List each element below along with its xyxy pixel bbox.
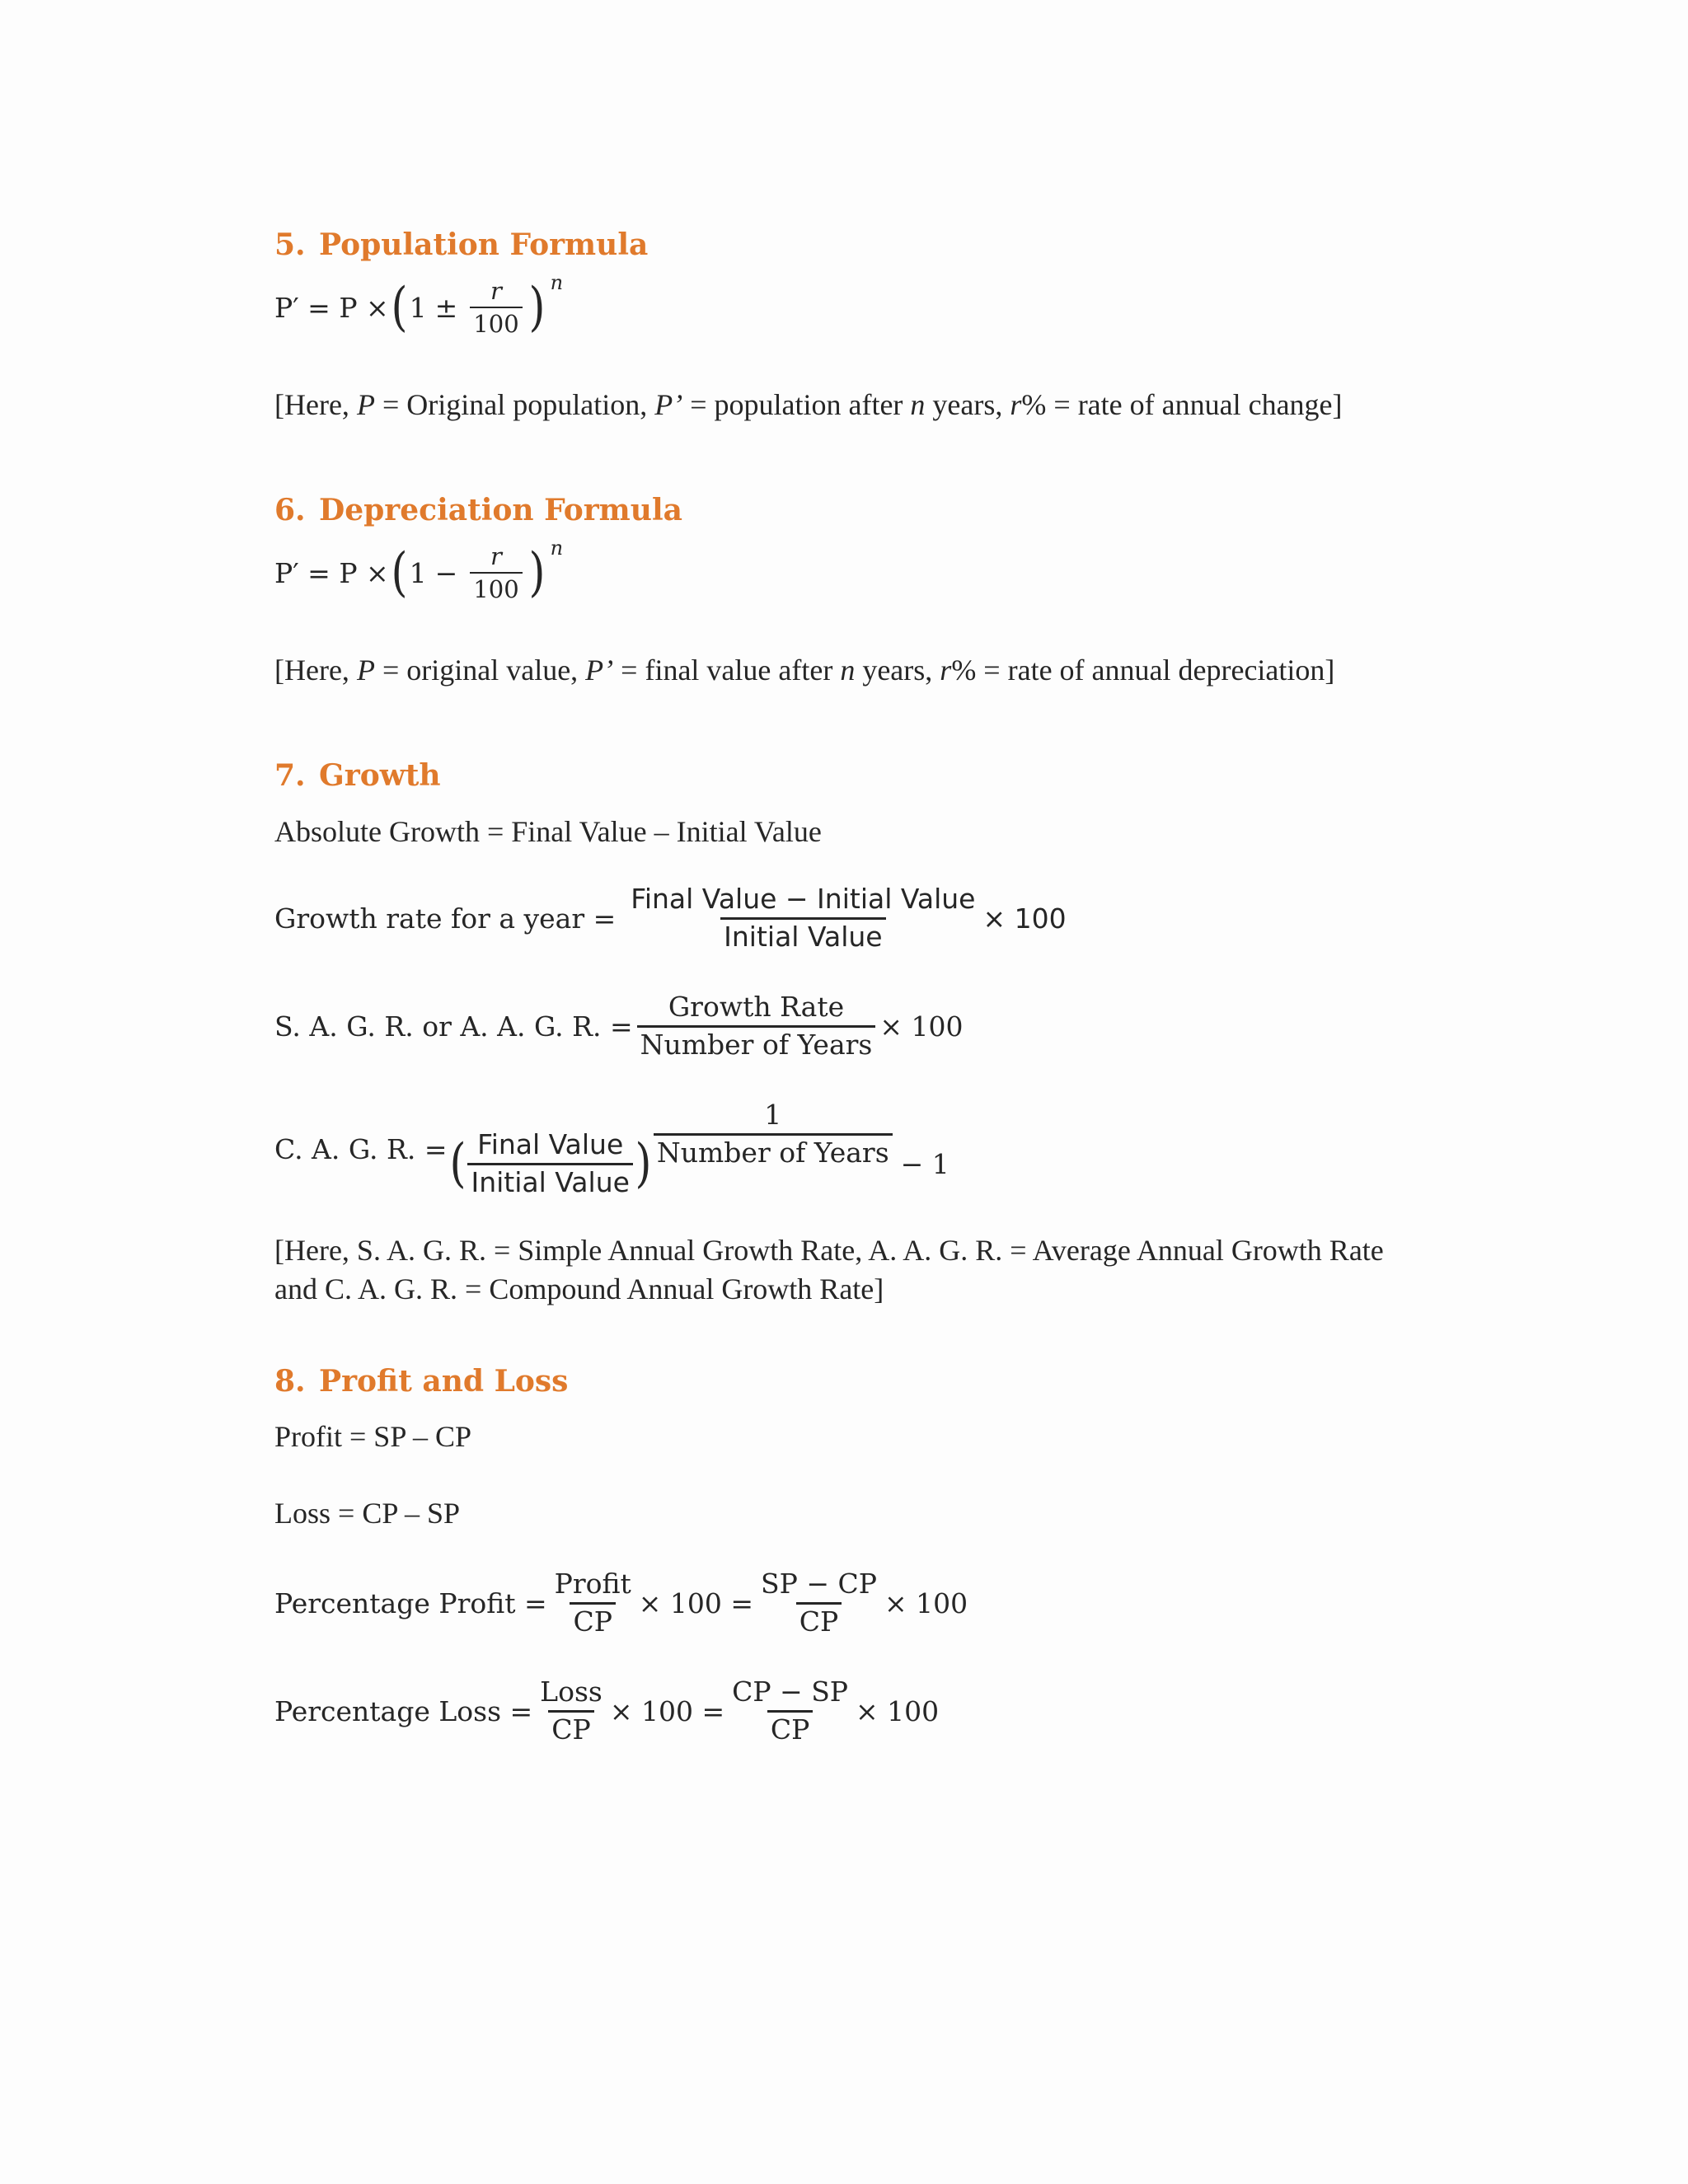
formula-tail: × 100 <box>982 902 1067 935</box>
note-var: P <box>356 388 375 421</box>
fraction-numerator: Loss <box>540 1675 603 1708</box>
note-text: % = rate of annual depreciation] <box>951 654 1335 687</box>
formula-lhs: Growth rate for a year = <box>274 902 617 935</box>
note-var: P’ <box>654 388 683 421</box>
note-text: years, <box>925 388 1010 421</box>
fraction-numerator: Growth Rate <box>668 991 845 1023</box>
fraction-numerator: Profit <box>554 1568 631 1600</box>
formula-tail: − 1 <box>900 1147 950 1180</box>
fraction-numerator: Final Value − Initial Value <box>631 883 976 915</box>
close-paren: ) <box>528 277 546 339</box>
note-text: [Here, <box>274 654 357 687</box>
note-var: n <box>910 388 926 421</box>
fraction <box>729 1675 851 1746</box>
note-var: n <box>840 654 856 687</box>
open-paren: ( <box>391 277 408 339</box>
loss-definition: Loss = CP – SP <box>274 1497 461 1530</box>
fraction-denominator: CP <box>570 1602 615 1637</box>
formula-tail: × 100 <box>879 1010 964 1043</box>
fraction-numerator: r <box>490 277 502 305</box>
fraction-denominator: Number of Years <box>637 1025 876 1060</box>
note-text: years, <box>855 654 940 687</box>
exponent: n <box>550 271 564 295</box>
formula-lhs: S. A. G. R. or A. A. G. R. = <box>274 1010 633 1043</box>
fraction <box>470 279 522 337</box>
absolute-growth-text: Absolute Growth = Final Value – Initial Value <box>274 815 822 848</box>
fraction-numerator: CP − SP <box>732 1675 849 1708</box>
section-title: Depreciation Formula <box>319 493 682 527</box>
profit-definition: Profit = SP – CP <box>274 1420 472 1453</box>
section-number: 5. <box>274 227 306 262</box>
fraction-denominator: CP <box>767 1710 813 1745</box>
note-text: % = rate of annual change] <box>1021 388 1343 421</box>
fraction-denominator: 100 <box>470 307 522 336</box>
formula-op: ± <box>434 291 458 324</box>
note-text: = final value after <box>613 654 841 687</box>
section-number: 6. <box>274 493 306 527</box>
fraction <box>637 993 876 1059</box>
fraction-numerator: SP − CP <box>761 1568 877 1600</box>
exponent-numerator: 1 <box>764 1099 782 1131</box>
formula-mid: × 100 = <box>609 1694 725 1727</box>
fraction-numerator: r <box>490 542 502 570</box>
note-var: r <box>940 654 952 687</box>
growth-rate-formula <box>274 885 1067 951</box>
open-paren: ( <box>391 542 408 604</box>
fraction-numerator: Final Value <box>477 1128 624 1160</box>
exponent-denominator: Number of Years <box>654 1133 893 1168</box>
note-var: P’ <box>585 654 614 687</box>
fraction-denominator: 100 <box>470 572 522 602</box>
note-var: r <box>1010 388 1022 421</box>
depreciation-note <box>274 653 1334 687</box>
formula-one: 1 <box>409 556 427 589</box>
formula-op: − <box>434 556 458 589</box>
section-heading-population <box>274 227 648 262</box>
section-heading-growth <box>274 758 441 793</box>
percentage-loss-formula <box>274 1675 940 1746</box>
section-heading-profit-loss <box>274 1364 568 1399</box>
fraction <box>537 1675 606 1746</box>
section-number: 8. <box>274 1364 306 1399</box>
note-text: = population after <box>682 388 911 421</box>
growth-note-line-1: [Here, S. A. G. R. = Simple Annual Growth Rate, A. A. G. R. = Average Annual Growth Rate <box>274 1234 1384 1267</box>
note-text: [Here, <box>274 388 357 421</box>
fraction-denominator: Initial Value <box>467 1163 632 1197</box>
growth-note-line-2: and C. A. G. R. = Compound Annual Growth Rate] <box>274 1272 884 1305</box>
fraction <box>467 1128 632 1198</box>
section-heading-depreciation <box>274 493 682 527</box>
formula-tail: × 100 <box>856 1694 940 1727</box>
population-formula <box>274 271 564 339</box>
cagr-formula <box>274 1101 950 1197</box>
formula-lhs: Percentage Profit = <box>274 1586 547 1619</box>
fraction-denominator: CP <box>796 1602 842 1637</box>
depreciation-formula <box>274 537 564 604</box>
note-var: P <box>356 654 375 687</box>
fraction <box>551 1570 635 1636</box>
percentage-profit-formula <box>274 1570 968 1636</box>
close-paren: ) <box>528 542 546 604</box>
close-paren: ) <box>635 1133 652 1195</box>
sagr-formula <box>274 993 964 1059</box>
exponent: n <box>550 537 564 560</box>
fraction-denominator: CP <box>548 1710 593 1745</box>
formula-tail: × 100 <box>884 1586 968 1619</box>
population-note <box>274 387 1343 422</box>
section-number: 7. <box>274 758 306 793</box>
fraction <box>470 544 522 602</box>
formula-lhs: Percentage Loss = <box>274 1694 533 1727</box>
formula-one: 1 <box>409 291 427 324</box>
note-text: = original value, <box>374 654 586 687</box>
formula-lhs: P′ = P × <box>274 556 389 589</box>
fraction <box>757 1570 880 1636</box>
section-title: Growth <box>319 758 441 793</box>
fraction <box>627 885 978 951</box>
open-paren: ( <box>449 1133 466 1195</box>
exponent-fraction <box>654 1101 893 1167</box>
note-text: = Original population, <box>374 388 655 421</box>
formula-mid: × 100 = <box>638 1586 754 1619</box>
formula-lhs: P′ = P × <box>274 291 389 324</box>
section-title: Profit and Loss <box>319 1364 569 1399</box>
section-title: Population Formula <box>319 227 649 262</box>
fraction-denominator: Initial Value <box>720 917 885 952</box>
formula-lhs: C. A. G. R. = <box>274 1132 448 1165</box>
